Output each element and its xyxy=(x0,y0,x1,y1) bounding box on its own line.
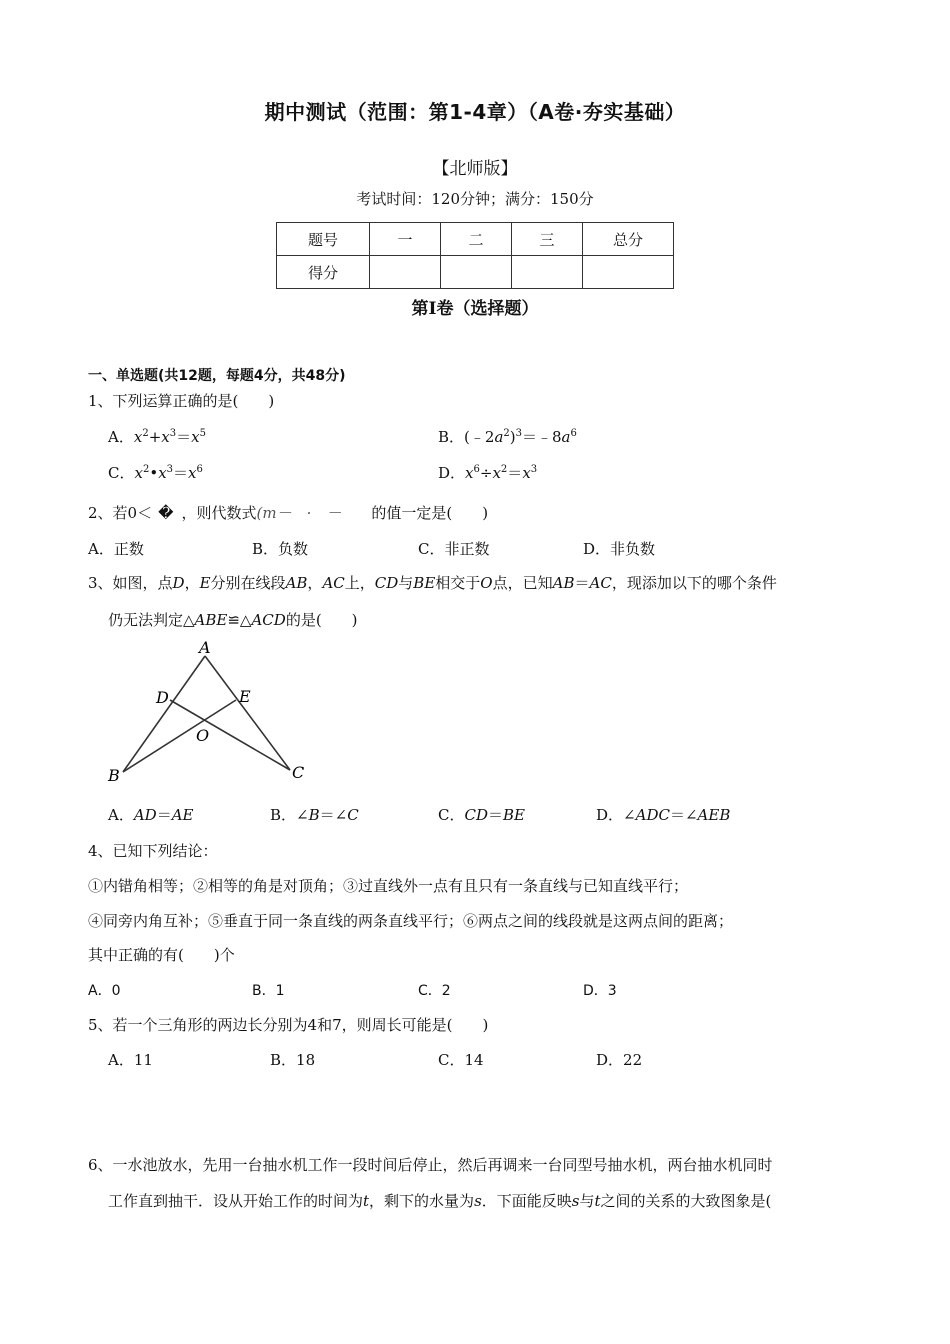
q2-option-b: B．负数 xyxy=(252,540,309,558)
section-title: 一、单选题(共12题，每题4分，共48分) xyxy=(88,368,346,384)
q4-option-c: C．2 xyxy=(418,983,451,999)
q2-option-a: A．正数 xyxy=(88,540,144,558)
score-table-header-row xyxy=(277,223,674,256)
score-table xyxy=(276,222,674,289)
q2-option-d: D．非负数 xyxy=(583,540,656,558)
line-dc xyxy=(170,700,290,770)
q1-option-b: B．$(﹣2a^2)^3=﹣8a^6$ xyxy=(438,428,577,446)
triangle-figure xyxy=(100,636,320,786)
q2-option-c: C．非正数 xyxy=(418,540,490,558)
label-c: C xyxy=(292,763,305,782)
q1-option-d: D．$x^6\div x^2=x^3$ xyxy=(438,464,538,482)
page-title: 期中测试（范围：第1-4章）（A卷·夯实基础） xyxy=(264,100,686,124)
question-1-stem: 1、下列运算正确的是( ) xyxy=(88,392,275,410)
question-5-stem: 5、若一个三角形的两边长分别为4和7，则周长可能是( ) xyxy=(88,1016,489,1034)
label-a: A xyxy=(199,638,211,657)
q1-option-a: A．$x^2+x^3=x^5$ xyxy=(108,428,206,446)
line-eb xyxy=(123,700,236,772)
line-ac xyxy=(205,656,290,770)
score-input-cell xyxy=(583,256,674,289)
q3-option-c: C．CD＝BE xyxy=(438,806,525,824)
question-4-line1: ①内错角相等；②相等的角是对顶角；③过直线外一点有且只有一条直线与已知直线平行； xyxy=(88,877,689,895)
score-table-score-row xyxy=(277,256,674,289)
q4-option-b: B．1 xyxy=(252,983,285,999)
q4-option-a: A．0 xyxy=(88,983,121,999)
q3-option-b: B．∠B＝∠C xyxy=(270,806,359,824)
part-title: 第Ⅰ卷（选择题） xyxy=(411,299,539,319)
q5-option-d: D．22 xyxy=(596,1051,643,1069)
score-input-cell xyxy=(370,256,441,289)
question-3-stem-line1: 3、如图，点D，E分别在线段AB，AC上，CD与BE相交于O点，已知AB＝AC，现添加以下的哪个条件 xyxy=(88,574,777,592)
q5-option-b: B．18 xyxy=(270,1051,316,1069)
q4-option-d: D．3 xyxy=(583,983,617,999)
question-4-line2: ④同旁内角互补；⑤垂直于同一条直线的两条直线平行；⑥两点之间的线段就是这两点间的距离； xyxy=(88,912,734,930)
score-cell: 三 xyxy=(512,223,583,256)
question-6-line2: 工作直到抽干．设从开始工作的时间为t，剩下的水量为s．下面能反映s与t之间的关系的大致图象是( xyxy=(108,1192,772,1210)
score-cell: 得分 xyxy=(277,256,370,289)
edition-label: 【北师版】 xyxy=(432,159,518,179)
score-cell: 题号 xyxy=(277,223,370,256)
q3-option-a: A．AD＝AE xyxy=(108,806,194,824)
question-3-stem-line2: 仍无法判定△ABE≌△ACD的是( ) xyxy=(108,611,358,629)
score-cell: 一 xyxy=(370,223,441,256)
score-input-cell xyxy=(441,256,512,289)
question-4-line3: 其中正确的有( )个 xyxy=(88,946,235,964)
score-cell: 总分 xyxy=(583,223,674,256)
q1-option-c: C．$x^2•x^3=x^6$ xyxy=(108,464,203,482)
score-input-cell xyxy=(512,256,583,289)
q5-option-a: A．11 xyxy=(108,1051,153,1069)
label-b: B xyxy=(108,766,120,785)
q3-option-d: D．∠ADC＝∠AEB xyxy=(596,806,731,824)
question-6-line1: 6、一水池放水，先用一台抽水机工作一段时间后停止，然后再调来一台同型号抽水机，两台抽水机同时 xyxy=(88,1156,773,1174)
exam-info: 考试时间：120分钟；满分：150分 xyxy=(356,190,594,208)
label-e: E xyxy=(239,687,251,706)
label-d: D xyxy=(156,688,169,707)
label-o: O xyxy=(196,726,210,745)
question-4-stem: 4、已知下列结论： xyxy=(88,842,218,860)
score-cell: 二 xyxy=(441,223,512,256)
q5-option-c: C．14 xyxy=(438,1051,484,1069)
question-2-stem: 2、若0＜ � ，则代数式(m－ · － 的值一定是( ) xyxy=(88,504,489,522)
